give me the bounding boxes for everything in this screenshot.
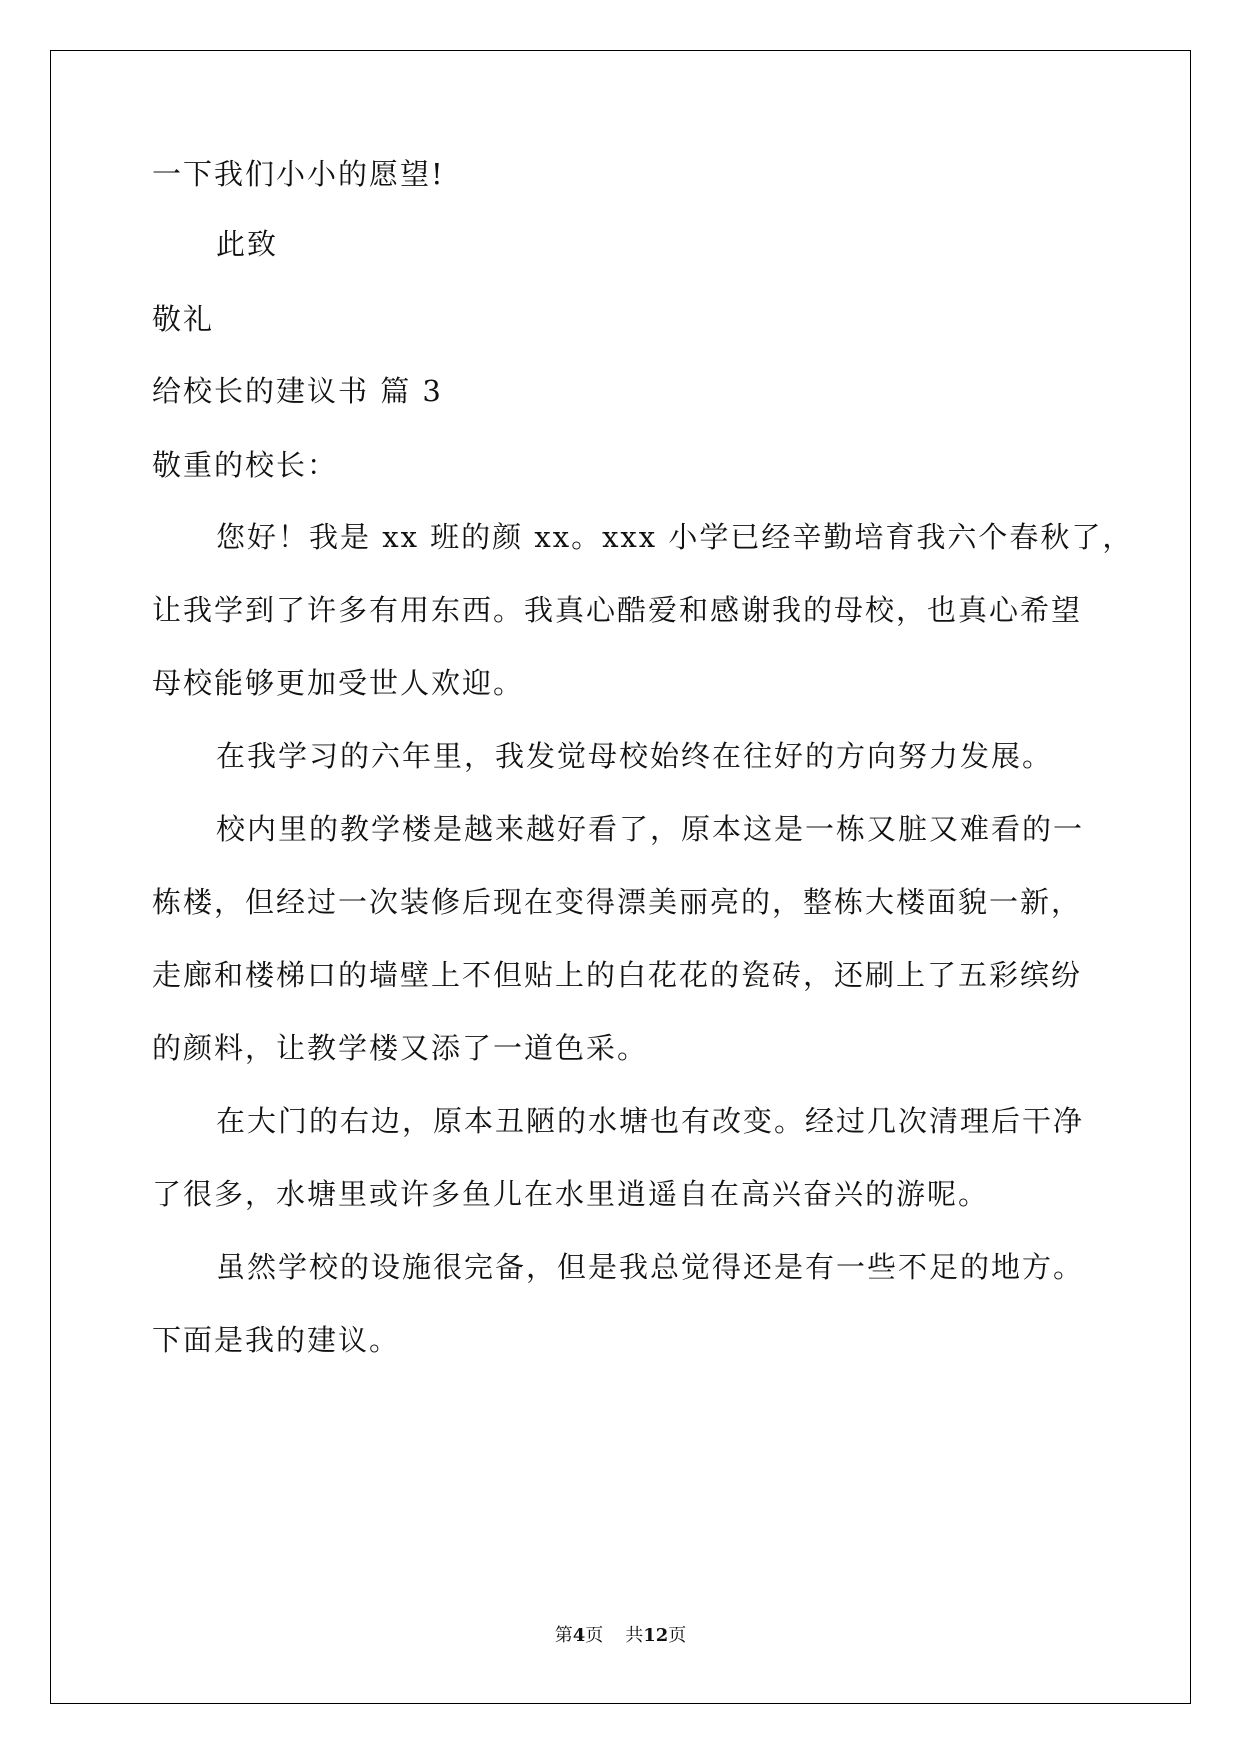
- page-footer: [0, 1624, 1241, 1648]
- text-line: 母校能够更加受世人欢迎。: [152, 666, 525, 700]
- text-line: 走廊和楼梯口的墙壁上不但贴上的白花花的瓷砖，还刷上了五彩缤纷: [152, 958, 1083, 992]
- text-line: 一下我们小小的愿望!: [152, 157, 445, 191]
- text-line: 的颜料，让教学楼又添了一道色采。: [152, 1031, 649, 1065]
- footer-total-pages: 12: [643, 1625, 669, 1646]
- text-line: 虽然学校的设施很完备，但是我总觉得还是有一些不足的地方。: [216, 1250, 1085, 1284]
- text-line: 了很多，水塘里或许多鱼儿在水里逍遥自在高兴奋兴的游呢。: [152, 1177, 990, 1211]
- text-line: 让我学到了许多有用东西。我真心酷爱和感谢我的母校，也真心希望: [152, 593, 1083, 627]
- section-title: 给校长的建议书 篇 3: [152, 374, 443, 408]
- text-line: 在我学习的六年里，我发觉母校始终在往好的方向努力发展。: [216, 739, 1054, 773]
- page-border: [50, 50, 1191, 1704]
- footer-page-number: 4: [572, 1625, 586, 1646]
- greeting: 敬重的校长：: [152, 448, 339, 482]
- footer-page-suffix: 页: [585, 1625, 604, 1646]
- text-line: 栋楼，但经过一次装修后现在变得漂美丽亮的，整栋大楼面貌一新，: [152, 885, 1083, 919]
- text-line: 在大门的右边，原本丑陋的水塘也有改变。经过几次清理后干净: [216, 1104, 1085, 1138]
- text-line: 校内里的教学楼是越来越好看了，原本这是一栋又脏又难看的一: [216, 812, 1085, 846]
- text-line: 您好！我是 xx 班的颜 xx。xxx 小学已经辛勤培育我六个春秋了，: [216, 520, 1134, 554]
- footer-total-suffix: 页: [668, 1625, 687, 1646]
- footer-total-prefix: 共: [625, 1625, 644, 1646]
- text-line: 下面是我的建议。: [152, 1323, 401, 1357]
- closing-respect: 敬礼: [152, 302, 215, 336]
- closing-salutation: 此致: [216, 227, 279, 261]
- footer-page-prefix: 第: [554, 1625, 573, 1646]
